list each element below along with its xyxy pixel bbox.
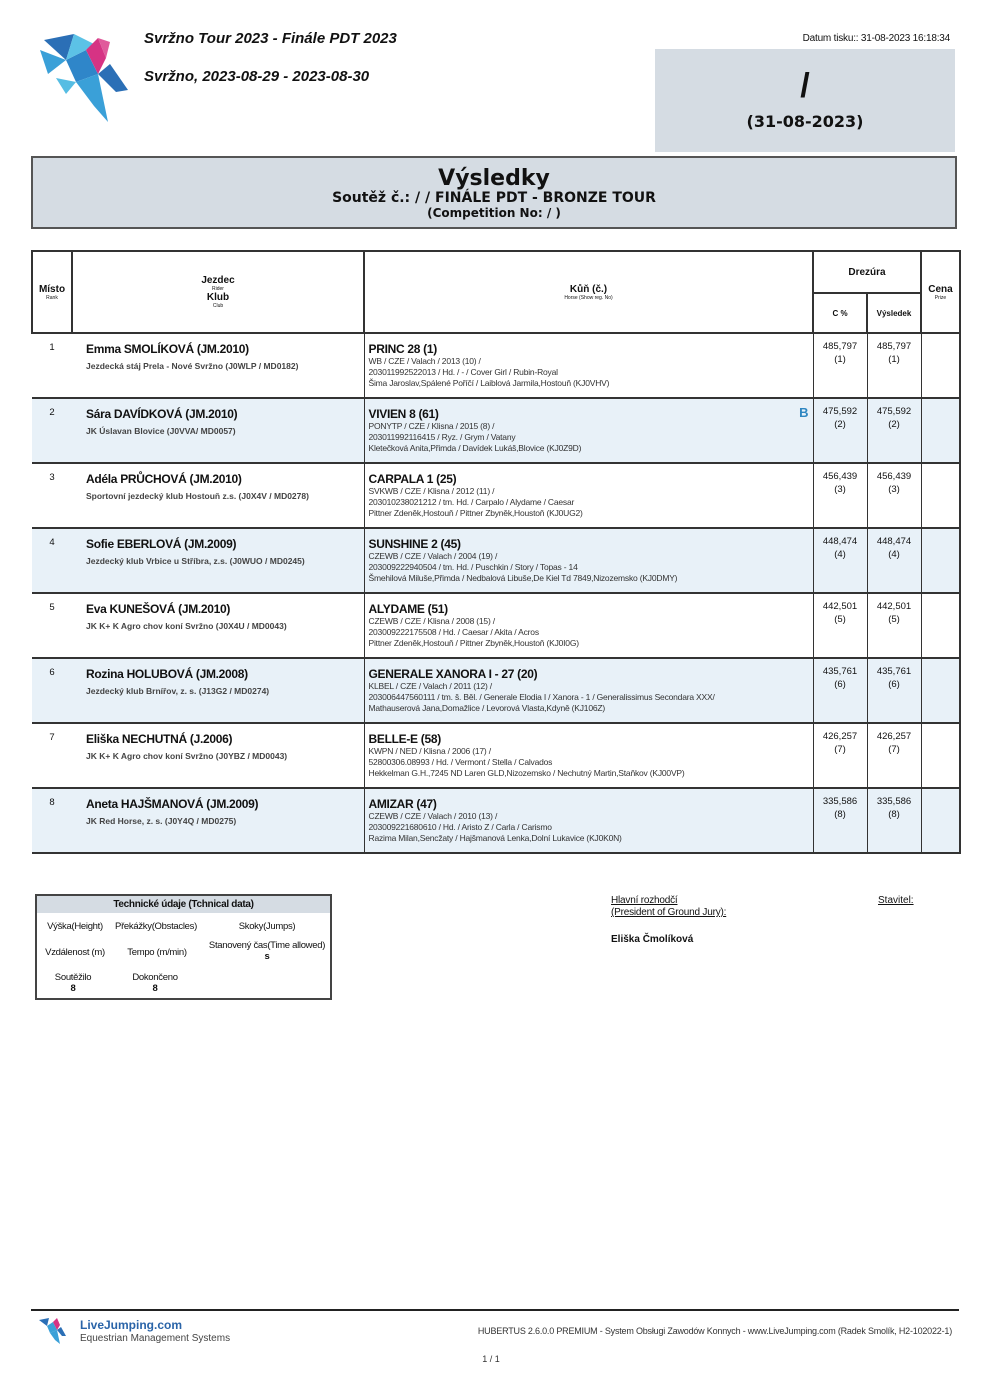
horse-info: PONYTP / CZE / Klisna / 2015 (8) / <box>368 421 495 431</box>
rank-cell: 1 <box>32 333 72 398</box>
horse-owners: Kletečková Anita,Přimda / Davídek Lukáš,Blovice (KJ0Z9D) <box>368 443 582 453</box>
horse-badge: B <box>799 405 809 420</box>
horse-info: CZEWB / CZE / Valach / 2004 (19) / <box>368 551 498 561</box>
table-row <box>32 463 960 528</box>
tech-finished: Dokončeno 8 <box>132 972 178 994</box>
horse-pedigree: 203009222175508 / Hd. / Caesar / Akita / Acros <box>368 627 539 637</box>
horse-info: WB / CZE / Valach / 2013 (10) / <box>368 356 481 366</box>
horse-info: CZEWB / CZE / Klisna / 2008 (15) / <box>368 616 495 626</box>
result-cell: 485,797 (1) <box>867 333 921 398</box>
rider-club: JK K+ K Agro chov koní Svržno (J0YBZ / MD0043) <box>86 751 288 761</box>
rank-cell: 8 <box>32 788 72 853</box>
rider-club: Jezdecký klub Vrbice u Stříbra, z.s. (J0WUO / MD0245) <box>86 556 305 566</box>
rider-cell <box>72 333 364 398</box>
cpct-cell: 456,439 (3) <box>813 463 867 528</box>
rider-club: Jezdecká stáj Prela - Nové Svržno (J0WLP / MD0182) <box>86 361 299 371</box>
tech-obstacles: Překážky(Obstacles) <box>115 921 197 932</box>
horse-pedigree: 203011992116415 / Ryz. / Grym / Vatany <box>368 432 516 442</box>
footer-brand-subtitle: Equestrian Management Systems <box>80 1333 231 1344</box>
horse-name: BELLE-E (58) <box>368 732 441 746</box>
rider-club: JK Red Horse, z. s. (J0Y4Q / MD0275) <box>86 816 237 826</box>
result-cell: 426,257 (7) <box>867 723 921 788</box>
print-date: Datum tisku:: 31-08-2023 16:18:34 <box>802 33 950 44</box>
cpct-cell: 448,474 (4) <box>813 528 867 593</box>
prize-cell <box>921 593 960 658</box>
results-table <box>31 250 961 854</box>
horse-name: SUNSHINE 2 (45) <box>368 537 461 551</box>
rider-name: Aneta HAJŠMANOVÁ (JM.2009) <box>86 797 259 811</box>
result-cell: 448,474 (4) <box>867 528 921 593</box>
col-place: Místo Rank <box>32 251 72 333</box>
result-cell: 335,586 (8) <box>867 788 921 853</box>
col-rider: Jezdec Rider Klub Club <box>72 251 364 333</box>
rank-cell: 4 <box>32 528 72 593</box>
rider-club: Sportovní jezdecký klub Hostouň z.s. (J0X4V / MD0278) <box>86 491 309 501</box>
horse-info: KLBEL / CZE / Valach / 2011 (12) / <box>368 681 492 691</box>
course-builder-label: Stavitel: <box>878 895 914 906</box>
col-prize: Cena Prize <box>921 251 960 333</box>
rider-cell <box>72 658 364 723</box>
footer-brand: LiveJumping.com <box>80 1318 183 1332</box>
rider-cell <box>72 593 364 658</box>
rider-name: Emma SMOLÍKOVÁ (JM.2010) <box>86 342 249 356</box>
prize-cell <box>921 658 960 723</box>
rider-club: JK Úslavan Blovice (J0VVA/ MD0057) <box>86 426 236 436</box>
rider-name: Eva KUNEŠOVÁ (JM.2010) <box>86 602 231 616</box>
rider-cell <box>72 788 364 853</box>
tech-height: Výška(Height) <box>47 921 103 932</box>
tech-jumps: Skoky(Jumps) <box>238 921 296 932</box>
cpct-cell: 335,586 (8) <box>813 788 867 853</box>
horse-cell <box>364 463 813 528</box>
result-cell: 442,501 (5) <box>867 593 921 658</box>
rider-name: Adéla PRŮCHOVÁ (JM.2010) <box>86 472 242 486</box>
horse-pedigree: 203010238021212 / tm. Hd. / Carpalo / Alydame / Caesar <box>368 497 575 507</box>
event-title: Svržno Tour 2023 - Finále PDT 2023 <box>144 30 397 47</box>
rank-cell: 3 <box>32 463 72 528</box>
rider-cell <box>72 463 364 528</box>
prize-cell <box>921 398 960 463</box>
prize-cell <box>921 528 960 593</box>
rider-name: Rozina HOLUBOVÁ (JM.2008) <box>86 667 248 681</box>
horse-owners: Razima Milan,Sencžaty / Hajšmanová Lenka,Dolní Lukavice (KJ0K0N) <box>368 833 622 843</box>
technical-data-box <box>35 894 332 1000</box>
rider-name: Sára DAVÍDKOVÁ (JM.2010) <box>86 407 238 421</box>
footer-software: HUBERTUS 2.6.0.0 PREMIUM - System Obsługi Zawodów Konnych - www.LiveJumping.com (Radek Smolík, H2-102022-1) <box>477 1326 952 1336</box>
result-cell: 475,592 (2) <box>867 398 921 463</box>
horse-cell <box>364 788 813 853</box>
horse-owners: Pittner Zdeněk,Hostouň / Pittner Zbyněk,Houstoň (KJ0I0G) <box>368 638 579 648</box>
horse-cell <box>364 398 813 463</box>
jury-president-name: Eliška Čmolíková <box>611 934 694 945</box>
horse-info: KWPN / NED / Klisna / 2006 (17) / <box>368 746 491 756</box>
rider-name: Eliška NECHUTNÁ (J.2006) <box>86 732 233 746</box>
livejumping-logo <box>36 30 132 124</box>
cpct-cell: 435,761 (6) <box>813 658 867 723</box>
horse-info: CZEWB / CZE / Valach / 2010 (13) / <box>368 811 498 821</box>
cpct-cell: 442,501 (5) <box>813 593 867 658</box>
horse-name: AMIZAR (47) <box>368 797 437 811</box>
prize-cell <box>921 333 960 398</box>
page-number: 1 / 1 <box>482 1354 500 1364</box>
horse-cell <box>364 723 813 788</box>
cpct-cell: 485,797 (1) <box>813 333 867 398</box>
col-result: Výsledek <box>867 293 921 333</box>
rank-cell: 5 <box>32 593 72 658</box>
cpct-cell: 475,592 (2) <box>813 398 867 463</box>
rider-cell <box>72 528 364 593</box>
tech-competed: Soutěžilo 8 <box>54 972 92 994</box>
horse-owners: Mathauserová Jana,Domažlice / Levorová Vlasta,Kdyně (KJ106Z) <box>368 703 606 713</box>
horse-name: GENERALE XANORA I - 27 (20) <box>368 667 538 681</box>
table-row <box>32 593 960 658</box>
results-title: Výsledky <box>438 166 550 191</box>
table-row <box>32 658 960 723</box>
horse-cell <box>364 593 813 658</box>
prize-cell <box>921 463 960 528</box>
prize-cell <box>921 723 960 788</box>
horse-cell <box>364 658 813 723</box>
horse-name: ALYDAME (51) <box>368 602 448 616</box>
horse-info: SVKWB / CZE / Klisna / 2012 (11) / <box>368 486 495 496</box>
rider-club: Jezdecký klub Brnířov, z. s. (J13G2 / MD0274) <box>86 686 270 696</box>
prize-cell <box>921 788 960 853</box>
table-row <box>32 333 960 398</box>
horse-cell <box>364 528 813 593</box>
rider-name: Sofie EBERLOVÁ (JM.2009) <box>86 537 237 551</box>
horse-name: PRINC 28 (1) <box>368 342 437 356</box>
date-box <box>655 49 955 152</box>
jury-label: Hlavní rozhodčí (President of Ground Jury): <box>611 895 727 918</box>
horse-name: VIVIEN 8 (61) <box>368 407 439 421</box>
tech-time-allowed: Stanovený čas(Time allowed) s <box>208 940 326 962</box>
col-dressage: Drezúra <box>813 251 921 293</box>
horse-owners: Šima Jaroslav,Spálené Poříčí / Laiblová Jarmila,Hostouň (KJ0VHV) <box>368 378 610 388</box>
competition-number: (Competition No: / ) <box>427 206 561 220</box>
horse-pedigree: 52800306.08993 / Hd. / Vermont / Stella / Calvados <box>368 757 553 767</box>
result-cell: 456,439 (3) <box>867 463 921 528</box>
rank-cell: 2 <box>32 398 72 463</box>
table-row <box>32 788 960 853</box>
cpct-cell: 426,257 (7) <box>813 723 867 788</box>
horse-pedigree: 203011992522013 / Hd. / - / Cover Girl / Rubin-Royal <box>368 367 558 377</box>
rider-club: JK K+ K Agro chov koní Svržno (J0X4U / MD0043) <box>86 621 287 631</box>
horse-pedigree: 203009221680610 / Hd. / Aristo Z / Carla / Carismo <box>368 822 552 832</box>
horse-name: CARPALA 1 (25) <box>368 472 457 486</box>
event-dates: Svržno, 2023-08-29 - 2023-08-30 <box>144 68 370 85</box>
horse-cell <box>364 333 813 398</box>
footer-logo <box>37 1316 67 1344</box>
result-cell: 435,761 (6) <box>867 658 921 723</box>
footer-divider <box>31 1309 959 1311</box>
col-horse: Kůň (č.) Horse (Show reg. No) <box>364 251 813 333</box>
horse-pedigree: 203006447560111 / tm. š. Běl. / Generale Elodia I / Xanora - 1 / Generalissimus Secondara XXX/ <box>368 692 715 702</box>
table-row <box>32 723 960 788</box>
table-row <box>32 398 960 463</box>
rank-cell: 6 <box>32 658 72 723</box>
rider-cell <box>72 723 364 788</box>
table-row <box>32 528 960 593</box>
horse-owners: Pittner Zdeněk,Hostouň / Pittner Zbyněk,Houstoň (KJ0UG2) <box>368 508 583 518</box>
rider-cell <box>72 398 364 463</box>
horse-pedigree: 203009222940504 / tm. Hd. / Puschkin / Story / Topas - 14 <box>368 562 578 572</box>
tech-tempo: Tempo (m/min) <box>127 947 187 958</box>
col-cpct: C % <box>813 293 867 333</box>
horse-owners: Šmehilová Miluše,Přimda / Nedbalová Libuše,De Kiel Td 7849,Nizozemsko (KJ0DMY) <box>368 573 678 583</box>
rank-cell: 7 <box>32 723 72 788</box>
results-title-box <box>31 156 957 229</box>
technical-data-title: Technické údaje (Tchnical data) <box>37 896 330 913</box>
date-box-date: (31-08-2023) <box>746 112 864 131</box>
competition-name: Soutěž č.: / / FINÁLE PDT - BRONZE TOUR <box>332 190 656 206</box>
tech-distance: Vzdálenost (m) <box>45 947 105 958</box>
date-box-symbol: / <box>800 67 810 105</box>
horse-owners: Hekkelman G.H.,7245 ND Laren GLD,Nizozemsko / Nechutný Martin,Staňkov (KJ00VP) <box>368 768 685 778</box>
